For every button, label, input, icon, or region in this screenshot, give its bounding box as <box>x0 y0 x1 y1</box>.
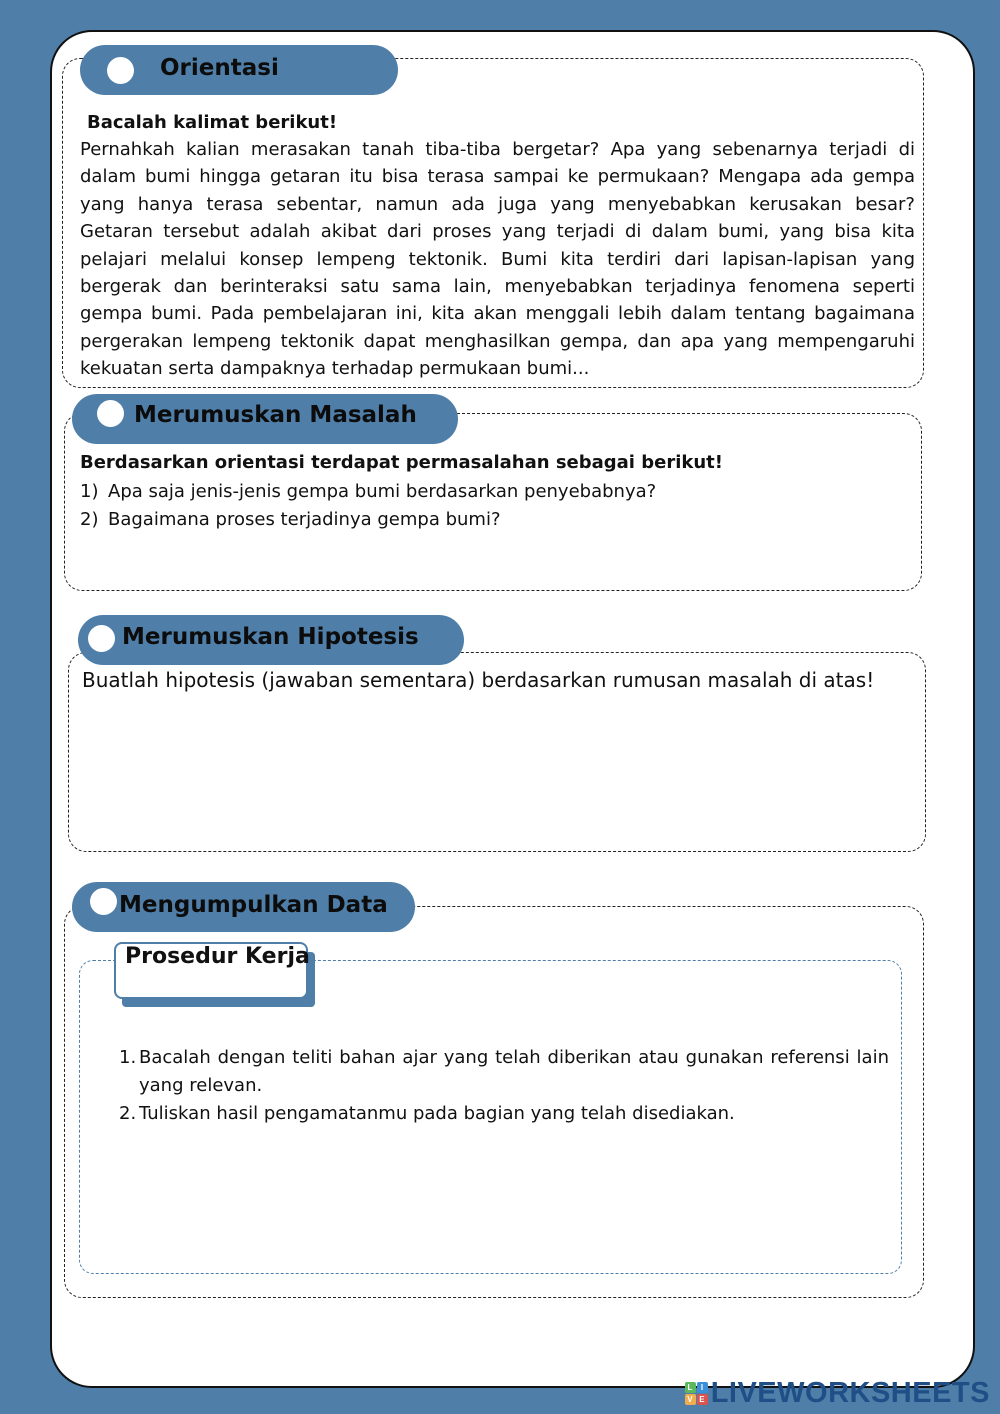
orientasi-paragraph: Pernahkah kalian merasakan tanah tiba-tiba bergetar? Apa yang sebenarnya terjadi di dalam bumi hingga getaran itu bisa terasa sampai ke permukaan? Mengapa ada gempa yang hanya terasa sebentar, namun ada juga yang menyebabkan kerusakan besar? Getaran tersebut adalah akibat dari proses yang terjadi di dalam bumi, yang bisa kita pelajari melalui konsep lempeng tektonik. Bumi kita terdiri dari lapisan-lapisan yang bergerak dan berinteraksi satu sama lain, menyebabkan terjadinya fenomena seperti gempa bumi. Pada pembelajaran ini, kita akan menggali lebih dalam tentang bagaimana pergerakan lempeng tektonik dapat menghasilkan gempa, dan apa yang mempengaruhi kekuatan serta dampaknya terhadap permukaan bumi... <box>80 139 915 380</box>
list-item: 1. Bacalah dengan teliti bahan ajar yang telah diberikan atau gunakan referensi lain yang relevan. <box>119 1047 889 1096</box>
prosedur-tab <box>114 942 308 999</box>
list-item: 1) Apa saja jenis-jenis gempa bumi berdasarkan penyebabnya? <box>80 481 657 502</box>
prosedur-list <box>119 1044 889 1128</box>
brand-name: LIVEWORKSHEETS <box>710 1377 990 1409</box>
masalah-list <box>80 478 910 534</box>
list-item: 2) Bagaimana proses terjadinya gempa bumi? <box>80 509 501 530</box>
masalah-intro: Berdasarkan orientasi terdapat permasalahan sebagai berikut! <box>80 452 723 473</box>
masalah-title: Merumuskan Masalah <box>134 402 417 428</box>
hipotesis-title: Merumuskan Hipotesis <box>122 624 419 650</box>
logo-letter: E <box>697 1394 708 1405</box>
orientasi-instruction: Bacalah kalimat berikut! <box>87 112 338 133</box>
orientasi-title: Orientasi <box>160 55 279 81</box>
list-item: 2. Tuliskan hasil pengamatanmu pada bagian yang telah disediakan. <box>119 1103 735 1124</box>
bullet-dot-icon <box>90 888 117 915</box>
orientasi-header <box>80 45 398 95</box>
data-header <box>72 882 415 932</box>
logo-letter: L <box>685 1382 696 1393</box>
worksheet-page <box>50 30 975 1388</box>
logo-letter: V <box>685 1394 696 1405</box>
brand-logo-icon <box>685 1382 708 1405</box>
bullet-dot-icon <box>107 57 134 84</box>
masalah-header <box>72 394 458 444</box>
bullet-dot-icon <box>88 625 115 652</box>
data-title: Mengumpulkan Data <box>119 892 388 918</box>
hipotesis-instruction: Buatlah hipotesis (jawaban sementara) berdasarkan rumusan masalah di atas! <box>82 668 875 692</box>
liveworksheets-logo[interactable] <box>685 1377 990 1410</box>
prosedur-title: Prosedur Kerja <box>125 944 310 969</box>
logo-letter: I <box>697 1382 708 1393</box>
bullet-dot-icon <box>97 400 124 427</box>
hipotesis-header <box>78 615 464 665</box>
